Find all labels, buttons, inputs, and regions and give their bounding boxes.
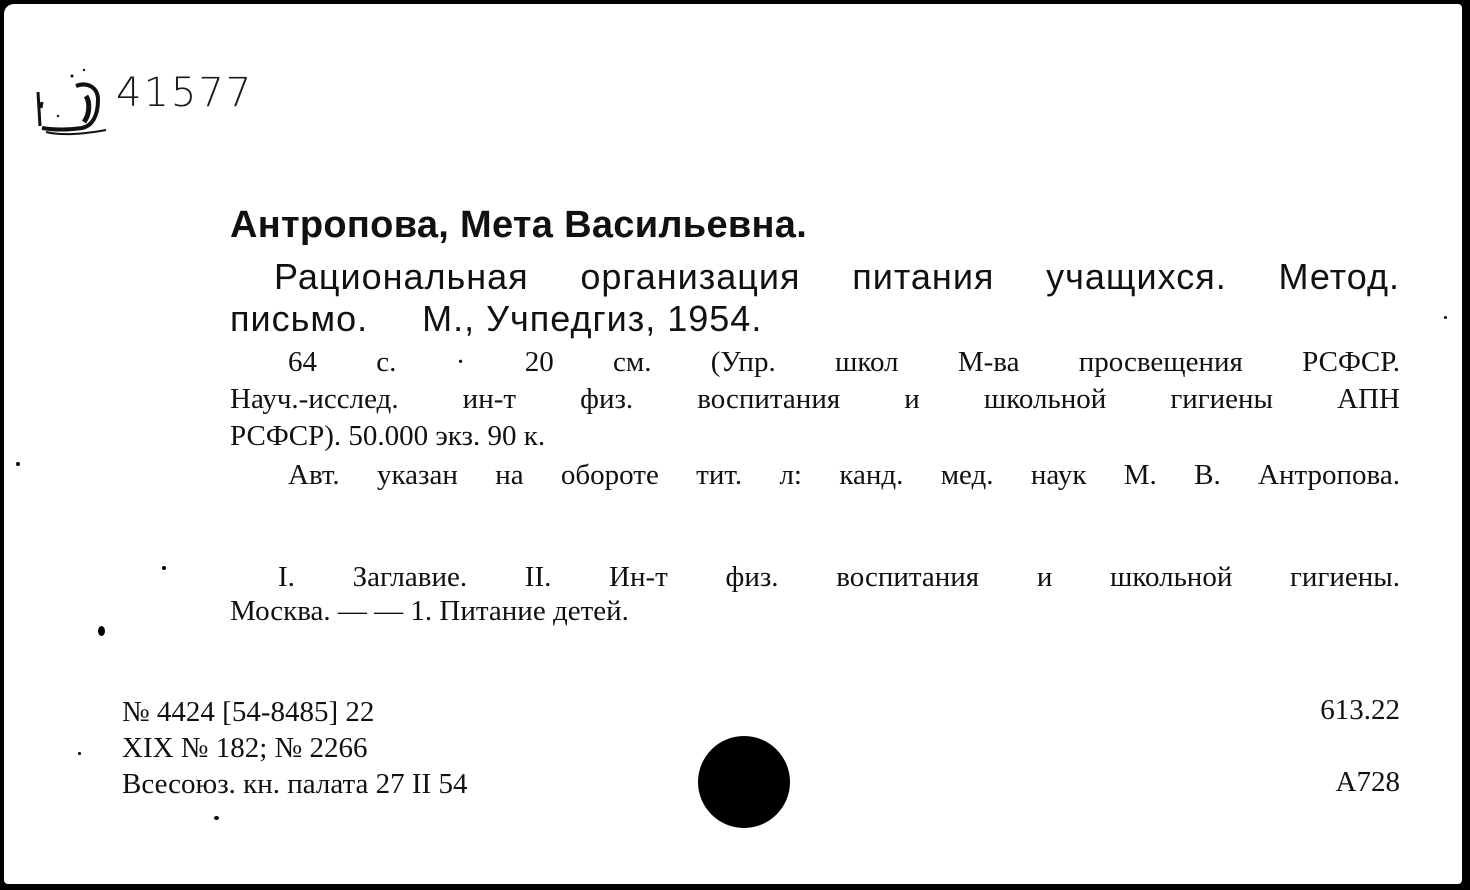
collation-series: [230, 344, 1400, 455]
registry-line: XIX № 182; № 2266: [122, 732, 368, 764]
title-line-1: Рациональная организация питания учащихся. Метод.: [274, 256, 1400, 297]
punch-hole: [698, 736, 790, 828]
tracings: [230, 560, 1400, 628]
imprint: М., Учпедгиз, 1954.: [422, 298, 763, 339]
title-line-2: [230, 298, 1400, 340]
registry-info: [122, 694, 467, 802]
ink-speck: [162, 566, 166, 570]
handwritten-accession-number: 41577: [116, 70, 254, 116]
title-statement: [230, 256, 1400, 340]
collation-line: 64 с. · 20 см. (Упр. школ М-ва просвещения РСФСР.: [288, 346, 1400, 378]
collation-line: Науч.-исслед. ин-т физ. воспитания и школьной гигиены АПН: [230, 383, 1400, 415]
catalog-card: [4, 4, 1462, 884]
tracing-line: Москва. — — 1. Питание детей.: [230, 595, 629, 627]
ink-speck: [214, 816, 219, 820]
ink-speck: [1444, 316, 1447, 319]
ink-speck: [98, 626, 105, 636]
ink-speck: [78, 752, 81, 755]
author-heading: Антропова, Мета Васильевна.: [230, 204, 808, 246]
registry-line: № 4424 [54-8485] 22: [122, 696, 375, 728]
class-number: 613.22: [1320, 694, 1400, 726]
tracing-line: I. Заглавие. II. Ин-т физ. воспитания и школьной гигиены.: [278, 561, 1400, 593]
author-note: Авт. указан на обороте тит. л: канд. мед. наук М. В. Антропова.: [288, 459, 1400, 491]
cutter-number: А728: [1335, 766, 1400, 798]
library-stamp-mark: [28, 56, 120, 140]
collation-line: РСФСР). 50.000 экз. 90 к.: [230, 420, 546, 452]
registry-line: Всесоюз. кн. палата 27 II 54: [122, 768, 468, 800]
title-form: письмо.: [230, 298, 369, 339]
ink-speck: [16, 462, 20, 466]
